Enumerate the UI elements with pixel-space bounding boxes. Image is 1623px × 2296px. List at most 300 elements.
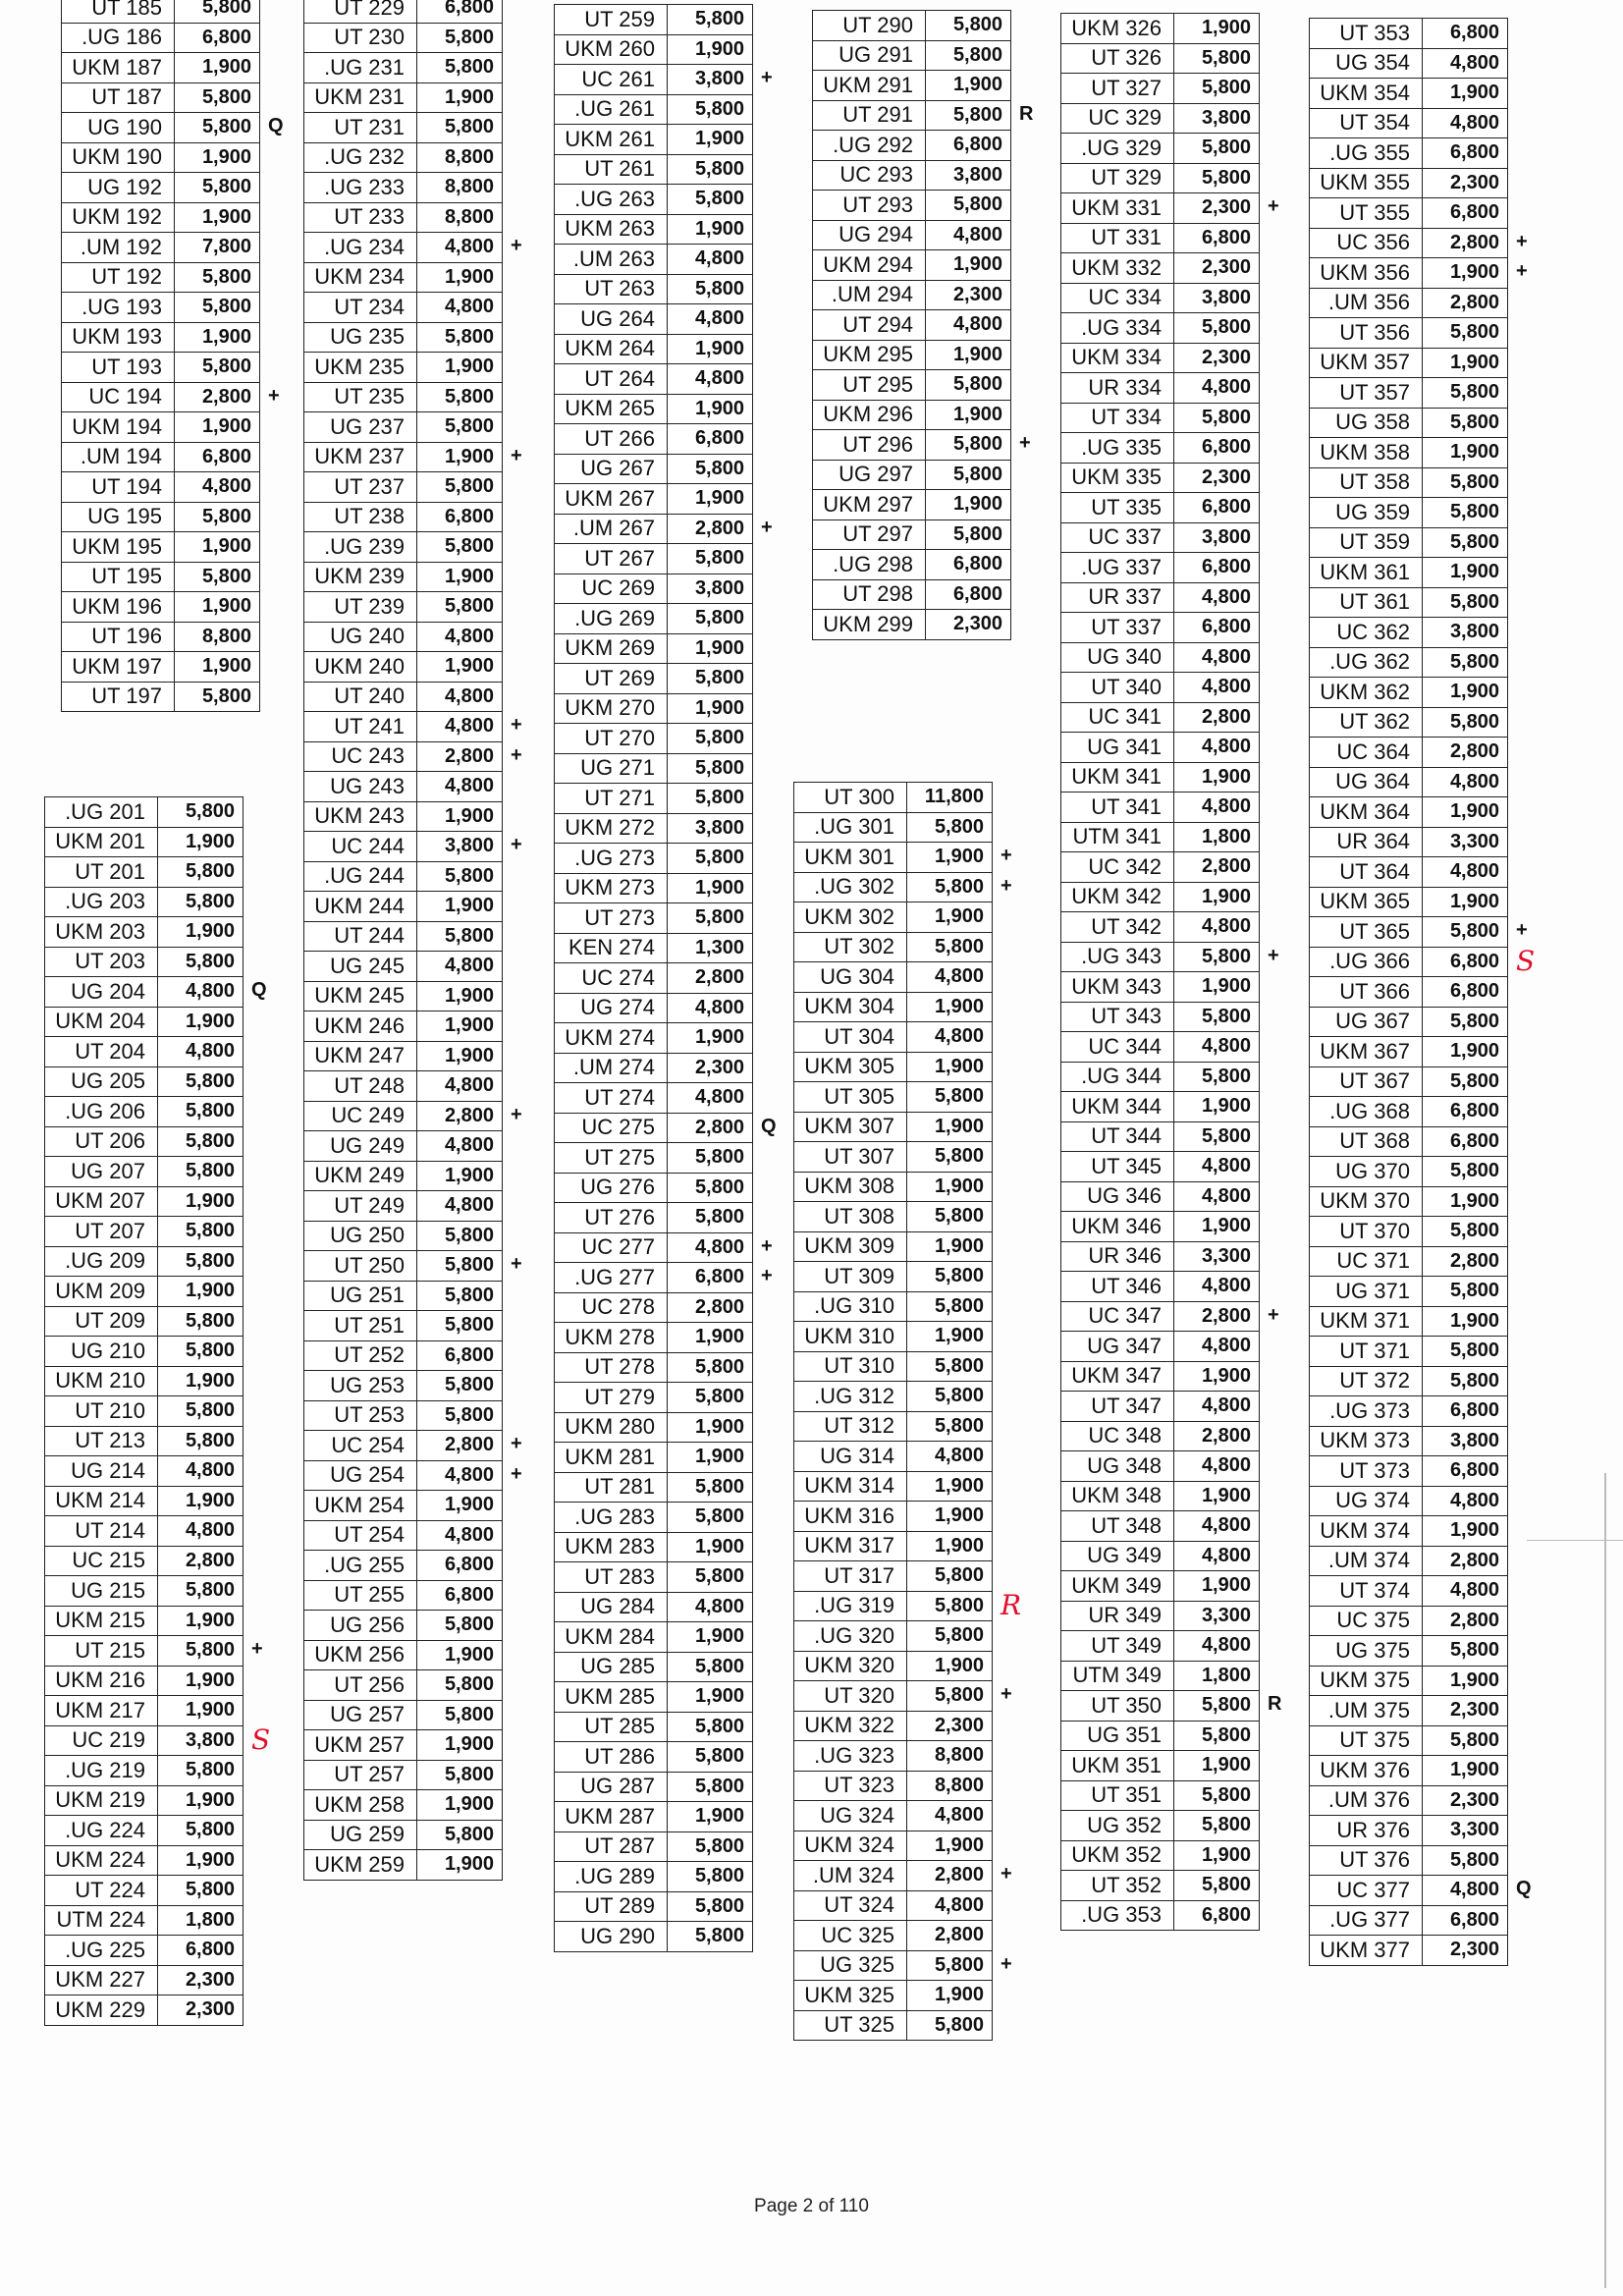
table-row xyxy=(1310,767,1508,797)
item-value: 6,800 xyxy=(175,442,260,472)
table-row xyxy=(555,1053,753,1083)
plus-mark: + xyxy=(1268,1304,1279,1326)
table-row xyxy=(555,274,753,304)
item-code: UC 275 xyxy=(555,1113,668,1143)
table-row xyxy=(304,0,503,23)
item-code: UG 237 xyxy=(304,412,417,443)
item-value: 1,900 xyxy=(1174,972,1260,1003)
table-row xyxy=(794,1950,993,1981)
table-row xyxy=(555,1383,753,1413)
table-row xyxy=(62,82,260,113)
item-value: 1,900 xyxy=(668,484,753,515)
item-code: .UG 320 xyxy=(794,1621,907,1652)
item-value: 4,800 xyxy=(158,1037,243,1067)
item-value: 1,900 xyxy=(417,1161,503,1191)
item-value: 6,800 xyxy=(1174,1900,1260,1931)
item-value: 1,900 xyxy=(417,1850,503,1881)
item-value: 2,800 xyxy=(668,514,753,544)
item-code: UT 317 xyxy=(794,1561,907,1592)
item-value: 4,800 xyxy=(1174,1332,1260,1362)
item-code: UT 196 xyxy=(62,622,175,652)
table-row xyxy=(45,1576,243,1607)
item-code: UKM 371 xyxy=(1310,1306,1423,1337)
item-code: UT 281 xyxy=(555,1472,668,1503)
table-row xyxy=(1310,1816,1508,1846)
table-row xyxy=(1310,1905,1508,1936)
item-code: UKM 358 xyxy=(1310,438,1423,468)
item-value: 8,800 xyxy=(417,173,503,203)
table-row xyxy=(794,1711,993,1741)
item-value: 4,800 xyxy=(158,1516,243,1547)
table-row xyxy=(813,340,1011,370)
item-code: UT 354 xyxy=(1310,108,1423,138)
item-value: 5,800 xyxy=(158,857,243,888)
table-row xyxy=(62,53,260,83)
item-code: UKM 249 xyxy=(304,1161,417,1191)
item-code: UKM 203 xyxy=(45,917,158,948)
table-row xyxy=(555,1352,753,1383)
table-row xyxy=(304,23,503,53)
plus-mark: + xyxy=(511,1433,522,1454)
item-code: UKM 346 xyxy=(1061,1212,1174,1242)
item-code: UG 284 xyxy=(555,1592,668,1622)
item-value: 2,800 xyxy=(1174,702,1260,733)
item-value: 6,800 xyxy=(417,1551,503,1581)
item-value: 5,800 xyxy=(158,1876,243,1906)
item-code: UG 271 xyxy=(555,753,668,784)
item-code: UKM 320 xyxy=(794,1651,907,1681)
table-row xyxy=(304,921,503,952)
item-value: 5,800 xyxy=(668,94,753,125)
item-code: UT 358 xyxy=(1310,467,1423,498)
table-row xyxy=(62,682,260,712)
table-row xyxy=(794,1621,993,1652)
item-value: 6,800 xyxy=(926,550,1011,580)
table-row xyxy=(794,1741,993,1772)
item-value: 4,800 xyxy=(907,1890,993,1921)
table-row xyxy=(1310,318,1508,349)
item-value: 5,800 xyxy=(1174,1121,1260,1152)
item-value: 5,800 xyxy=(1423,378,1508,409)
item-code: .UG 244 xyxy=(304,861,417,892)
item-value: 6,800 xyxy=(1174,613,1260,643)
item-code: UT 342 xyxy=(1061,912,1174,943)
item-value: 1,900 xyxy=(907,1502,993,1532)
item-code: UG 358 xyxy=(1310,408,1423,438)
item-code: .UG 224 xyxy=(45,1816,158,1846)
plus-mark: + xyxy=(1516,260,1528,282)
item-code: UT 276 xyxy=(555,1203,668,1233)
item-value: 1,900 xyxy=(417,1011,503,1042)
item-code: UC 347 xyxy=(1061,1301,1174,1332)
table-row xyxy=(1310,1426,1508,1456)
table-row xyxy=(45,1007,243,1037)
item-code: UT 365 xyxy=(1310,917,1423,948)
item-code: UG 264 xyxy=(555,304,668,335)
table-row xyxy=(62,532,260,563)
item-code: UKM 310 xyxy=(794,1322,907,1352)
table-row xyxy=(794,1022,993,1053)
table-row xyxy=(794,2010,993,2041)
item-value: 1,900 xyxy=(668,693,753,724)
table-row xyxy=(1310,1936,1508,1966)
table-row xyxy=(1061,912,1260,943)
item-value: 5,800 xyxy=(1174,1811,1260,1841)
item-value: 5,800 xyxy=(158,1396,243,1427)
table-row xyxy=(1061,1661,1260,1691)
item-code: .UG 362 xyxy=(1310,647,1423,678)
item-code: UG 259 xyxy=(304,1820,417,1850)
table-row xyxy=(1310,1366,1508,1396)
item-value: 2,300 xyxy=(1423,1785,1508,1816)
table-row xyxy=(813,11,1011,41)
item-code: UG 240 xyxy=(304,622,417,652)
table-row xyxy=(1061,74,1260,104)
item-value: 4,800 xyxy=(907,1801,993,1831)
item-code: UT 185 xyxy=(62,0,175,23)
margin-letter-mark: R xyxy=(1268,1693,1282,1715)
table-row xyxy=(304,202,503,233)
table-row xyxy=(1061,1181,1260,1212)
item-value: 5,800 xyxy=(668,784,753,814)
item-code: UT 331 xyxy=(1061,223,1174,253)
item-value: 5,800 xyxy=(417,53,503,83)
item-value: 5,800 xyxy=(668,1652,753,1682)
item-value: 5,800 xyxy=(926,370,1011,401)
item-value: 1,900 xyxy=(1423,1037,1508,1067)
table-row xyxy=(1310,587,1508,618)
table-row xyxy=(1310,738,1508,768)
table-row xyxy=(794,932,993,962)
item-value: 2,800 xyxy=(1174,852,1260,883)
table-row xyxy=(1310,138,1508,169)
item-code: UKM 335 xyxy=(1061,463,1174,493)
item-value: 4,800 xyxy=(158,977,243,1008)
table-row xyxy=(45,977,243,1008)
item-value: 1,900 xyxy=(175,532,260,563)
item-value: 1,800 xyxy=(158,1905,243,1936)
item-code: UKM 246 xyxy=(304,1011,417,1042)
item-code: UKM 370 xyxy=(1310,1186,1423,1217)
item-value: 5,800 xyxy=(668,274,753,304)
plus-mark: + xyxy=(511,744,522,766)
item-code: UKM 267 xyxy=(555,484,668,515)
item-code: UG 253 xyxy=(304,1371,417,1401)
item-value: 5,800 xyxy=(668,844,753,874)
table-row xyxy=(1061,613,1260,643)
table-row xyxy=(794,1561,993,1592)
item-value: 1,900 xyxy=(907,1981,993,2011)
table-row xyxy=(1061,1691,1260,1722)
item-code: UKM 197 xyxy=(62,652,175,683)
plus-mark: + xyxy=(1001,875,1012,897)
item-value: 2,300 xyxy=(158,1965,243,1995)
table-row xyxy=(304,772,503,802)
item-value: 2,300 xyxy=(926,610,1011,640)
item-value: 1,900 xyxy=(907,1052,993,1082)
table-row xyxy=(45,1666,243,1696)
item-code: UT 341 xyxy=(1061,793,1174,823)
item-value: 2,800 xyxy=(1423,288,1508,318)
item-value: 1,900 xyxy=(668,1412,753,1443)
item-value: 5,800 xyxy=(668,753,753,784)
item-code: .UG 219 xyxy=(45,1756,158,1786)
table-row xyxy=(794,1681,993,1712)
item-value: 4,800 xyxy=(175,472,260,503)
item-code: UG 257 xyxy=(304,1700,417,1730)
item-code: UC 278 xyxy=(555,1292,668,1323)
item-value: 3,800 xyxy=(668,65,753,95)
item-value: 4,800 xyxy=(1423,857,1508,888)
item-code: UC 219 xyxy=(45,1725,158,1756)
item-value: 2,800 xyxy=(158,1546,243,1576)
item-value: 4,800 xyxy=(1174,1392,1260,1422)
item-code: UT 349 xyxy=(1061,1631,1174,1662)
table-column-3 xyxy=(303,0,522,1881)
table-row xyxy=(1310,1486,1508,1516)
item-code: UKM 365 xyxy=(1310,887,1423,917)
item-code: .UG 283 xyxy=(555,1503,668,1533)
item-value: 1,900 xyxy=(1423,1186,1508,1217)
table-row xyxy=(304,1311,503,1341)
item-code: .UG 368 xyxy=(1310,1097,1423,1127)
item-value: 1,900 xyxy=(926,71,1011,101)
item-value: 4,800 xyxy=(668,364,753,395)
item-value: 1,900 xyxy=(1174,1481,1260,1511)
table-row xyxy=(304,1041,503,1071)
item-value: 6,800 xyxy=(1423,1396,1508,1427)
item-value: 5,800 xyxy=(926,11,1011,41)
item-value: 5,800 xyxy=(175,502,260,532)
plus-mark: + xyxy=(1001,1683,1012,1705)
item-code: UG 374 xyxy=(1310,1486,1423,1516)
item-code: UKM 224 xyxy=(45,1845,158,1876)
table-row xyxy=(555,1083,753,1114)
price-table xyxy=(1060,13,1260,1931)
item-code: UT 324 xyxy=(794,1890,907,1921)
table-row xyxy=(555,1443,753,1473)
item-code: UT 278 xyxy=(555,1352,668,1383)
item-code: UKM 362 xyxy=(1310,678,1423,708)
table-row xyxy=(62,353,260,383)
item-code: .UG 343 xyxy=(1061,942,1174,972)
table-row xyxy=(1061,1421,1260,1451)
item-code: UG 254 xyxy=(304,1460,417,1491)
item-code: .UG 261 xyxy=(555,94,668,125)
table-row xyxy=(794,1861,993,1891)
table-row xyxy=(1061,522,1260,553)
table-row xyxy=(62,472,260,503)
item-value: 5,800 xyxy=(668,1831,753,1862)
table-row xyxy=(304,1491,503,1521)
item-value: 6,800 xyxy=(417,502,503,532)
item-code: UKM 314 xyxy=(794,1471,907,1502)
handwritten-mark: R xyxy=(1001,1589,1022,1621)
item-code: UC 348 xyxy=(1061,1421,1174,1451)
item-code: UC 243 xyxy=(304,741,417,772)
table-row xyxy=(304,472,503,503)
item-value: 1,900 xyxy=(668,334,753,364)
item-code: UKM 376 xyxy=(1310,1756,1423,1786)
item-code: .UM 324 xyxy=(794,1861,907,1891)
item-value: 5,800 xyxy=(417,1400,503,1431)
item-code: UKM 263 xyxy=(555,214,668,245)
table-row xyxy=(1061,1121,1260,1152)
item-code: .UG 329 xyxy=(1061,134,1174,164)
table-row xyxy=(304,1221,503,1251)
table-row xyxy=(794,1202,993,1232)
item-value: 5,800 xyxy=(417,1281,503,1311)
table-row xyxy=(555,1532,753,1562)
item-code: .UM 274 xyxy=(555,1053,668,1083)
item-code: UT 206 xyxy=(45,1126,158,1157)
item-code: UKM 201 xyxy=(45,827,158,857)
item-value: 2,800 xyxy=(417,1101,503,1131)
table-row xyxy=(794,1531,993,1561)
item-code: .UG 234 xyxy=(304,233,417,263)
item-value: 4,800 xyxy=(1174,1541,1260,1571)
item-code: UG 314 xyxy=(794,1442,907,1472)
item-code: UT 261 xyxy=(555,154,668,185)
item-code: UT 293 xyxy=(813,191,926,221)
item-value: 5,800 xyxy=(1174,74,1260,104)
margin-letter-mark: Q xyxy=(761,1116,777,1137)
item-value: 5,800 xyxy=(1423,408,1508,438)
item-value: 4,800 xyxy=(1174,912,1260,943)
item-code: .UG 201 xyxy=(45,797,158,828)
item-value: 5,800 xyxy=(417,1670,503,1701)
table-row xyxy=(555,394,753,424)
item-value: 5,800 xyxy=(1423,318,1508,349)
item-code: UKM 324 xyxy=(794,1831,907,1861)
table-row xyxy=(1310,887,1508,917)
table-row xyxy=(794,1831,993,1861)
table-row xyxy=(304,1640,503,1670)
item-code: UKM 274 xyxy=(555,1023,668,1054)
table-row xyxy=(304,1551,503,1581)
item-code: UKM 195 xyxy=(62,532,175,563)
table-row xyxy=(555,1323,753,1353)
item-code: UKM 291 xyxy=(813,71,926,101)
table-row xyxy=(1061,1481,1260,1511)
table-row xyxy=(45,917,243,948)
table-row xyxy=(813,550,1011,580)
table-row xyxy=(794,1112,993,1142)
table-row xyxy=(45,1636,243,1667)
item-code: UR 334 xyxy=(1061,373,1174,404)
table-row xyxy=(45,947,243,977)
table-row xyxy=(1061,673,1260,703)
item-code: UC 377 xyxy=(1310,1876,1423,1906)
table-row xyxy=(45,1426,243,1456)
table-row xyxy=(794,1921,993,1951)
item-code: UG 195 xyxy=(62,502,175,532)
item-value: 5,800 xyxy=(417,1221,503,1251)
table-row xyxy=(555,1203,753,1233)
item-code: UT 230 xyxy=(304,23,417,53)
item-code: UG 251 xyxy=(304,1281,417,1311)
table-row xyxy=(304,1101,503,1131)
item-value: 1,900 xyxy=(417,652,503,683)
table-row xyxy=(62,562,260,592)
item-value: 5,800 xyxy=(417,532,503,563)
item-value: 4,800 xyxy=(668,1232,753,1263)
item-value: 2,800 xyxy=(1174,1301,1260,1332)
item-code: UTM 349 xyxy=(1061,1661,1174,1691)
item-value: 3,800 xyxy=(668,574,753,604)
table-row xyxy=(45,857,243,888)
table-row xyxy=(1310,1666,1508,1696)
item-code: UT 248 xyxy=(304,1071,417,1102)
plus-mark: + xyxy=(511,1253,522,1275)
item-value: 1,900 xyxy=(158,1007,243,1037)
table-column-4 xyxy=(554,4,777,1952)
item-value: 4,800 xyxy=(907,962,993,993)
table-row xyxy=(1310,1277,1508,1307)
item-value: 1,900 xyxy=(158,1666,243,1696)
table-row xyxy=(1310,108,1508,138)
item-code: UKM 341 xyxy=(1061,762,1174,793)
item-value: 5,800 xyxy=(668,1712,753,1742)
item-value: 5,800 xyxy=(1423,1337,1508,1367)
item-value: 5,800 xyxy=(907,1382,993,1412)
plus-mark: + xyxy=(511,1104,522,1125)
table-row xyxy=(45,1696,243,1726)
item-value: 5,800 xyxy=(668,604,753,634)
table-row xyxy=(1061,403,1260,433)
item-value: 4,800 xyxy=(1174,1631,1260,1662)
item-value: 6,800 xyxy=(1174,493,1260,523)
table-row xyxy=(794,1771,993,1801)
item-code: UKM 254 xyxy=(304,1491,417,1521)
table-row xyxy=(794,1172,993,1202)
item-code: UT 234 xyxy=(304,293,417,323)
item-code: UC 244 xyxy=(304,832,417,862)
item-code: UT 249 xyxy=(304,1191,417,1222)
item-value: 5,800 xyxy=(1423,1157,1508,1187)
table-column-7 xyxy=(1060,13,1282,1931)
table-row xyxy=(1310,707,1508,738)
item-code: UT 340 xyxy=(1061,673,1174,703)
item-code: UR 346 xyxy=(1061,1241,1174,1272)
table-row xyxy=(813,220,1011,250)
item-code: UT 263 xyxy=(555,274,668,304)
item-value: 1,900 xyxy=(158,827,243,857)
table-row xyxy=(62,322,260,353)
item-value: 4,800 xyxy=(417,952,503,982)
item-value: 5,800 xyxy=(668,1503,753,1533)
table-row xyxy=(555,34,753,65)
item-value: 6,800 xyxy=(1174,223,1260,253)
table-row xyxy=(304,652,503,683)
table-row xyxy=(555,813,753,844)
item-code: UKM 367 xyxy=(1310,1037,1423,1067)
item-value: 4,800 xyxy=(417,682,503,712)
item-value: 1,900 xyxy=(907,1172,993,1202)
item-code: UKM 284 xyxy=(555,1622,668,1653)
item-code: .UG 193 xyxy=(62,293,175,323)
table-row xyxy=(304,1730,503,1761)
table-row xyxy=(1061,1511,1260,1542)
table-row xyxy=(555,933,753,963)
item-code: UKM 264 xyxy=(555,334,668,364)
item-value: 4,800 xyxy=(1423,48,1508,79)
item-code: UT 273 xyxy=(555,903,668,934)
item-value: 1,900 xyxy=(668,633,753,664)
item-value: 4,800 xyxy=(907,1442,993,1472)
item-value: 5,800 xyxy=(1423,707,1508,738)
table-row xyxy=(1061,253,1260,284)
